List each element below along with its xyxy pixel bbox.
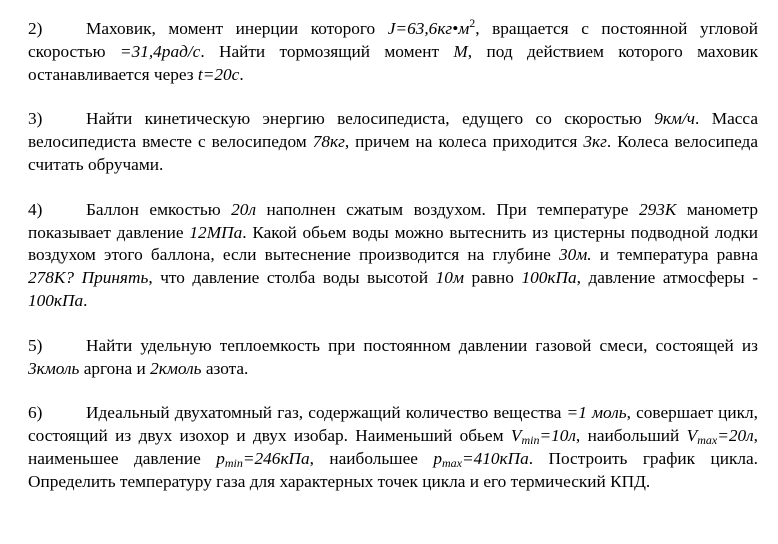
variable: M	[453, 41, 468, 61]
variable: J=63,6кг•м	[387, 19, 470, 38]
problem-text: азота.	[201, 358, 249, 378]
variable: 100кПа	[521, 268, 577, 288]
problem-text: Найти кинетическую энергию велосипедиста, едущего со скоростью	[86, 109, 655, 129]
problem-text: равно	[463, 268, 522, 288]
variable: V	[510, 426, 522, 446]
problem-text: . Колеса велосипеда считать обручами.	[28, 132, 758, 174]
variable: 9км/ч	[654, 109, 696, 129]
problem-text: , вращается с постоянной угловой скоростью	[28, 19, 759, 61]
variable: 278К? Принять	[28, 268, 149, 288]
variable: 10м	[435, 268, 464, 288]
problem-number: 6)	[28, 403, 43, 423]
variable: 78кг	[312, 132, 345, 152]
problem-text: Идеальный двухатомный газ, содержащий количество вещества	[86, 403, 567, 423]
subscript: min	[521, 433, 540, 448]
variable: =246кПа	[242, 448, 310, 468]
problem-text: , что давление столба воды высотой	[148, 268, 436, 288]
variable: 20л	[231, 199, 256, 219]
problem-text: , причем на колеса приходится	[344, 132, 584, 152]
problem-number: 5)	[28, 335, 43, 355]
problem-6	[28, 402, 758, 493]
variable: 3кмоль	[28, 358, 80, 378]
problem-text: , под действием которого маховик останавливается через	[28, 41, 759, 84]
variable: 2кмоль	[150, 358, 202, 378]
problem-text: , наибольший	[575, 426, 687, 446]
problem-number: 2)	[28, 19, 43, 38]
problem-text: , наименьшее давление	[28, 426, 758, 468]
problem-text: , совершает цикл, состоящий из двух изохор и двух изобар. Наименьший обьем	[28, 403, 758, 446]
problem-text: и температура равна	[591, 245, 758, 265]
problem-text: , давление атмосферы -	[576, 268, 758, 288]
subscript: max	[441, 455, 462, 470]
variable: =10л	[539, 426, 576, 446]
subscript: max	[697, 433, 718, 448]
variable: p	[216, 448, 225, 468]
variable: =20л	[717, 426, 754, 446]
variable: 100кПа	[28, 290, 84, 310]
variable: 12МПа	[189, 222, 243, 242]
variable: 30м.	[558, 245, 592, 265]
variable: =1 моль	[566, 403, 627, 423]
variable: 3кг	[583, 132, 607, 152]
variable: t=20с	[197, 64, 240, 84]
variable: V	[686, 426, 698, 446]
problem-text: . Масса велосипедиста вместе с велосипедом	[28, 109, 758, 152]
problem-number: 3)	[28, 109, 43, 129]
problem-2	[28, 18, 758, 86]
problem-number: 4)	[28, 199, 43, 219]
problem-text: Баллон емкостью	[86, 199, 232, 219]
variable: 293К	[639, 199, 677, 219]
problem-text: Найти удельную теплоемкость при постоянном давлении газовой смеси, состоящей из	[86, 335, 758, 355]
problem-text: , наибольшее	[309, 448, 434, 468]
superscript: 2	[469, 16, 476, 30]
problem-text: .	[239, 64, 244, 84]
problem-text: наполнен сжатым воздухом. При температуре	[255, 199, 639, 219]
subscript: min	[224, 455, 243, 470]
problem-text: . Построить график цикла. Определить температуру газа для характерных точек цикла и его термический КПД.	[28, 448, 758, 491]
problem-text: Маховик, момент инерции которого	[86, 19, 388, 38]
problem-3	[28, 108, 758, 176]
problem-4	[28, 199, 758, 313]
problem-text: . Найти тормозящий момент	[200, 41, 454, 61]
problem-text: .	[83, 290, 88, 310]
problem-text: . Какой обьем воды можно вытеснить из цистерны подводной лодки воздухом этого баллона, если вытеснение производится на глубине	[28, 222, 759, 265]
problem-text: аргона и	[79, 358, 151, 378]
variable: p	[433, 448, 442, 468]
variable: =410кПа	[461, 448, 529, 468]
variable: =31,4рад/с	[119, 41, 201, 61]
problem-5	[28, 335, 758, 381]
problem-text: манометр показывает давление	[28, 199, 758, 242]
